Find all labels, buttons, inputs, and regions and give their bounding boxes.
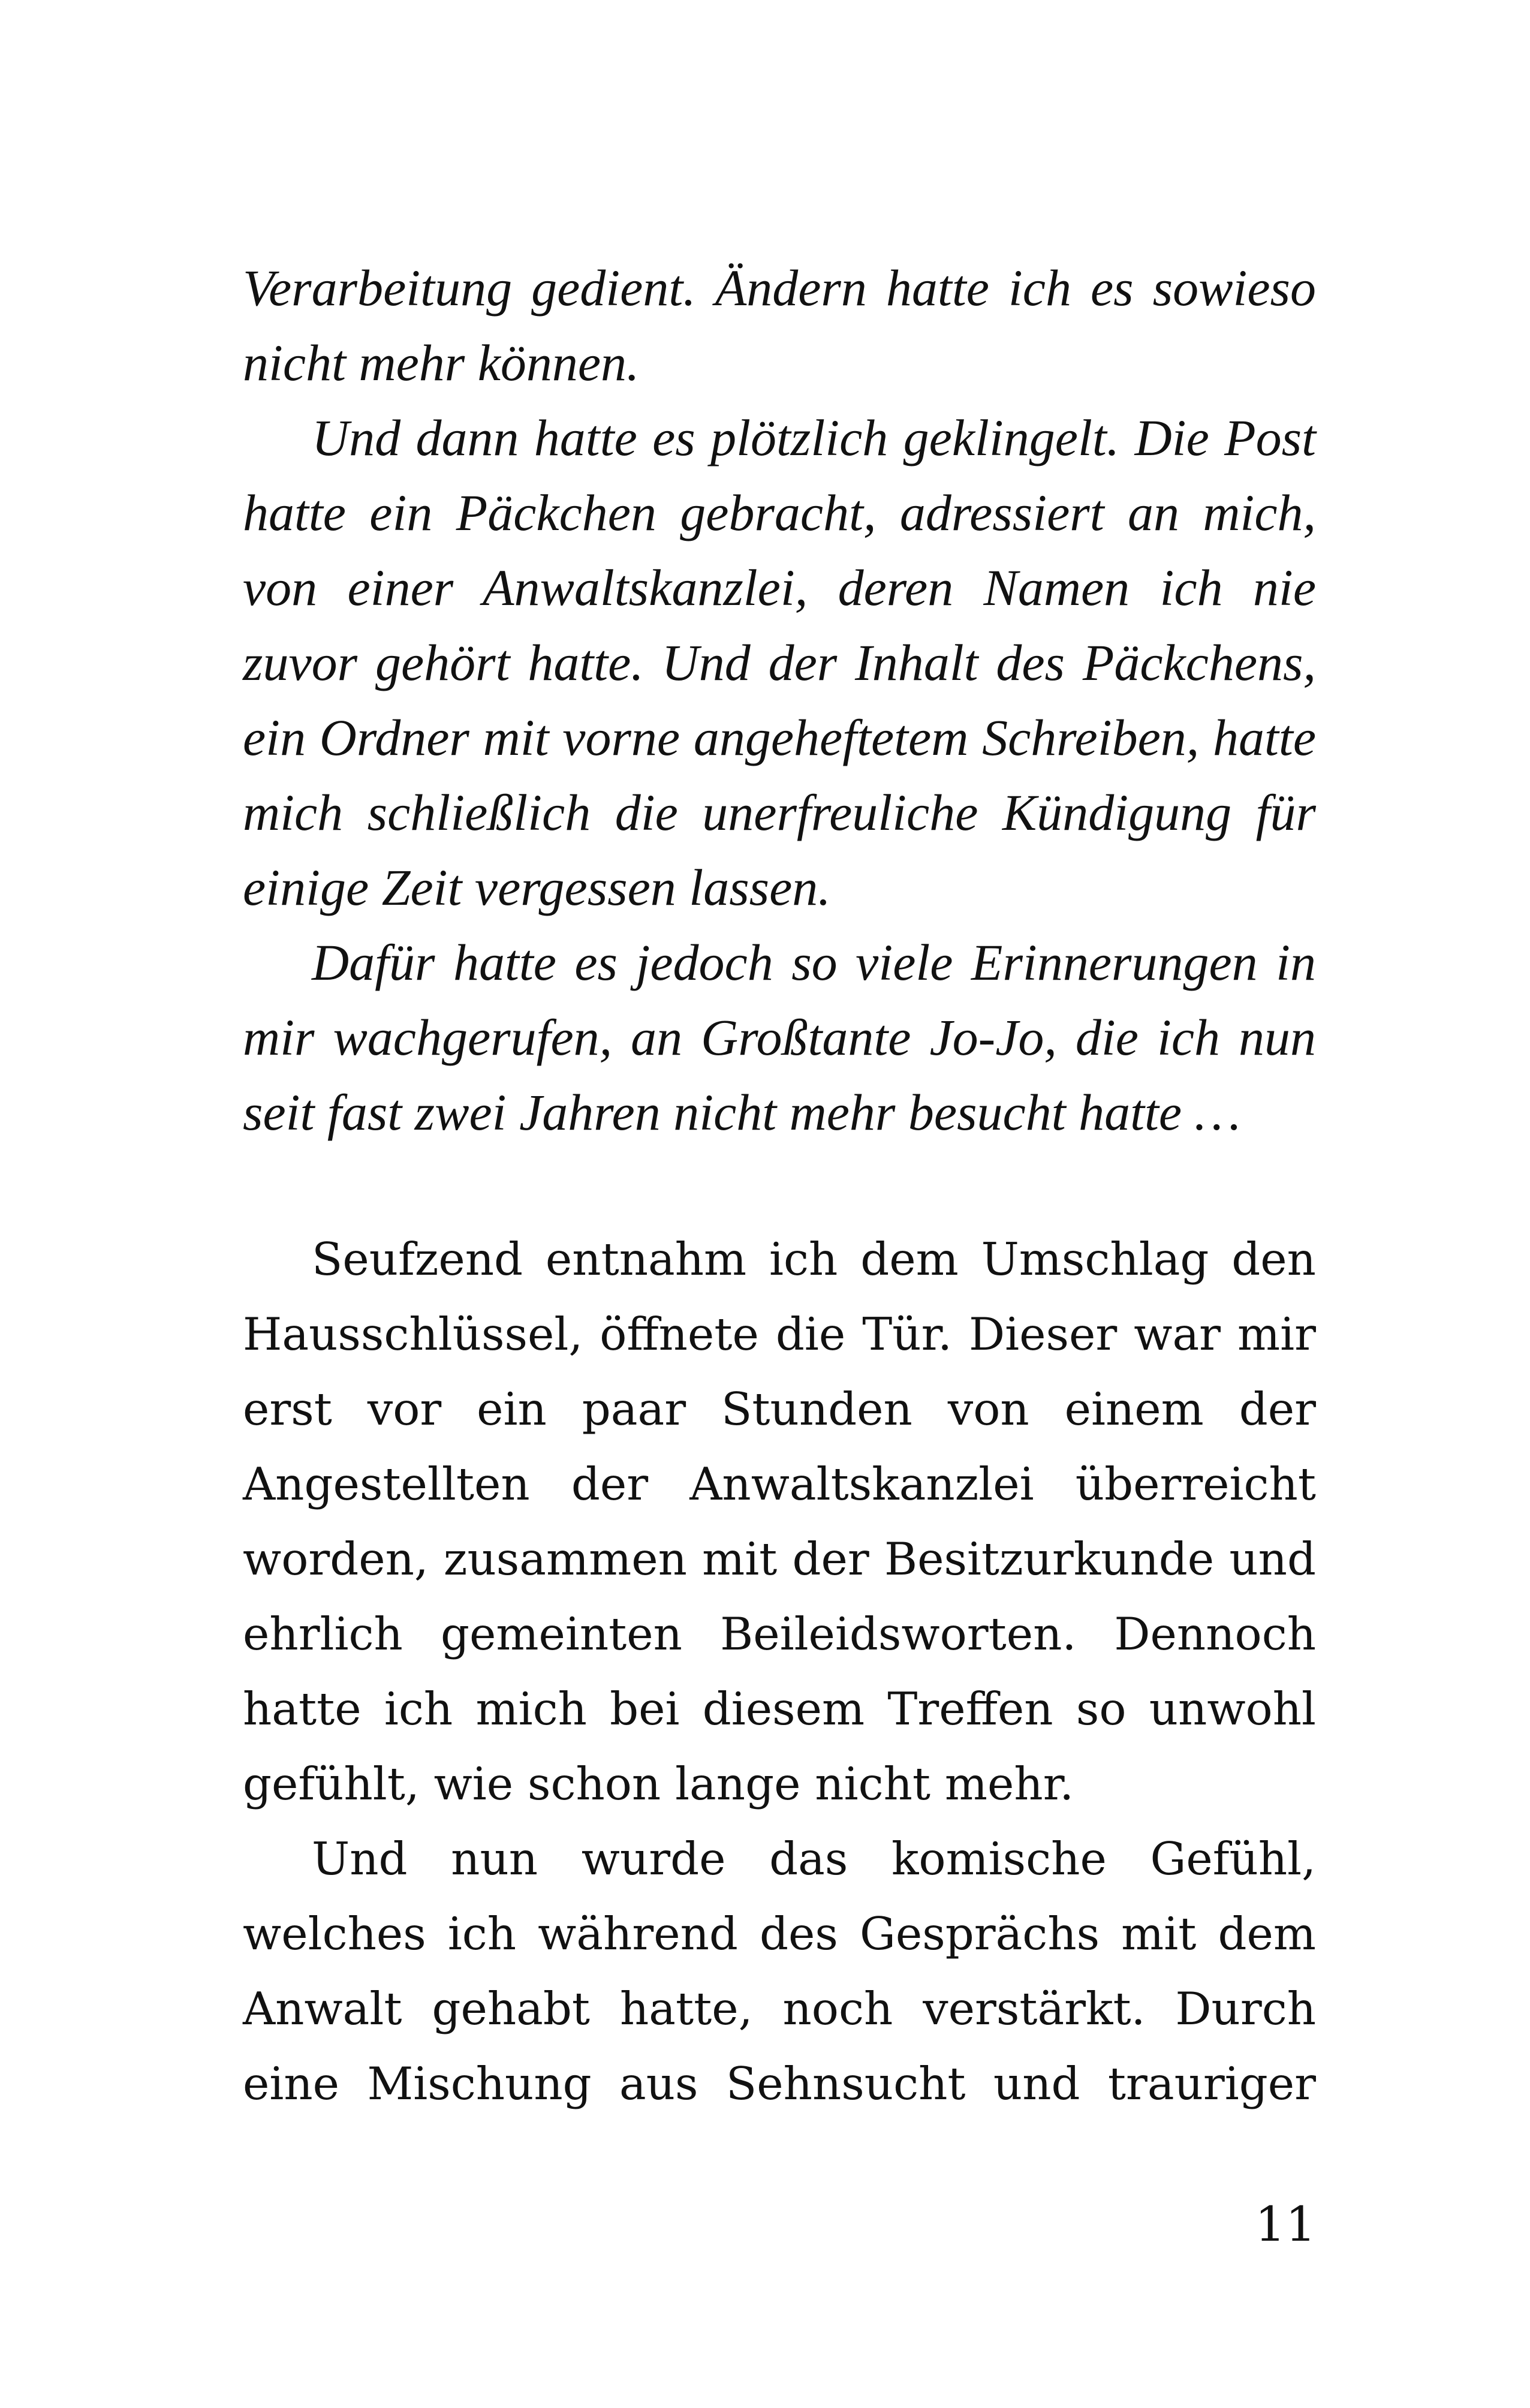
paragraph: Und dann hatte es plötzlich geklingelt. Die Post hatte ein Päckchen gebracht, adressiert an mich, von einer Anwaltskanzlei, deren Namen ich nie zuvor gehört hatte. Und der Inhalt des Päckchens, ein Ordner mit vorne angeheftetem Schreiben, hatte mich schließlich die unerfreuliche Kündigung für einige Zeit vergessen lassen. — [243, 409, 1316, 916]
roman-section — [243, 1222, 1316, 2121]
italic-section — [243, 251, 1316, 1150]
paragraph: Dafür hatte es jedoch so viele Erinnerungen in mir wachgerufen, an Großtante Jo-Jo, die ich nun seit fast zwei Jahren nicht mehr besucht hatte … — [243, 934, 1316, 1141]
paragraph: Seufzend entnahm ich dem Umschlag den Hausschlüssel, öffnete die Tür. Dieser war mir erst vor ein paar Stunden von einem der Angestellten der Anwaltskanzlei überreicht worden, zusammen mit der Besitzurkunde und ehrlich gemeinten Beileidsworten. Dennoch hatte ich mich bei diesem Treffen so unwohl gefühlt, wie schon lange nicht mehr. — [243, 1233, 1316, 1810]
paragraph: Und nun wurde das komische Gefühl, welches ich während des Gesprächs mit dem Anwalt gehabt hatte, noch verstärkt. Durch eine Mischung aus Sehnsucht und trauriger — [243, 1832, 1316, 2110]
paragraph: Verarbeitung gedient. Ändern hatte ich es sowieso nicht mehr können. — [243, 259, 1316, 392]
page-number: 11 — [1255, 2196, 1316, 2252]
